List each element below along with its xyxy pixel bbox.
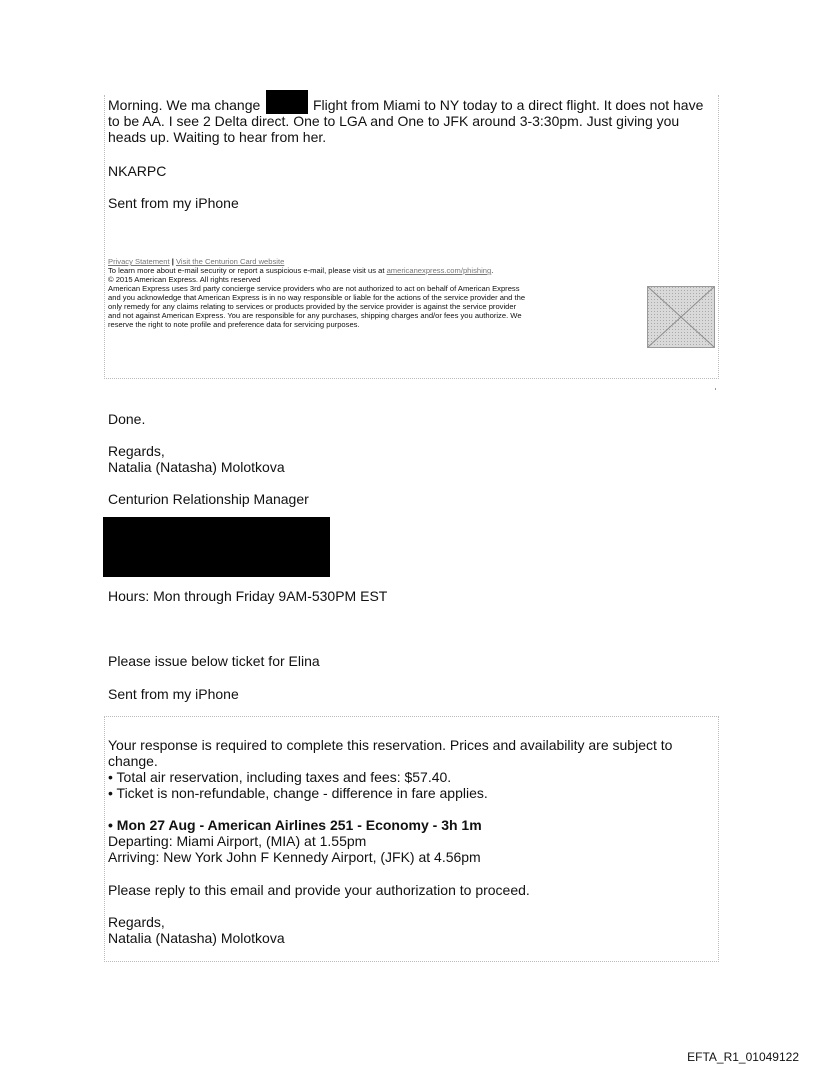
flight-heading: • Mon 27 Aug - American Airlines 251 - Economy - 3h 1m xyxy=(108,817,482,833)
email2-done: Done. xyxy=(108,411,146,427)
privacy-statement-link[interactable]: Privacy Statement xyxy=(108,257,170,266)
disclaimer-legal-5: reserve the right to note profile and preference data for servicing purposes. xyxy=(108,320,360,329)
disclaimer-copyright: © 2015 American Express. All rights reserved xyxy=(108,275,261,284)
email1-line2: to be AA. I see 2 Delta direct. One to LGA and One to JFK around 3-3:30pm. Just giving you xyxy=(108,113,680,129)
email1-line1-start: Morning. We ma change xyxy=(108,97,261,113)
phishing-link[interactable]: americanexpress.com/phishing xyxy=(386,266,492,275)
document-id: EFTA_R1_01049122 xyxy=(687,1050,799,1064)
flight-departing: Departing: Miami Airport, (MIA) at 1.55pm xyxy=(108,833,367,849)
security-text: To learn more about e-mail security or report a suspicious e-mail, please visit us at xyxy=(108,266,387,275)
email2-regards: Regards, xyxy=(108,443,165,459)
reservation-regards: Regards, xyxy=(108,914,165,930)
broken-image-placeholder xyxy=(647,286,715,348)
disclaimer-legal-2: and you acknowledge that American Express is in no way responsible or liable for the actions of the service provider and the xyxy=(108,293,526,302)
image-placeholder-icon xyxy=(648,287,714,347)
reservation-total: • Total air reservation, including taxes and fees: $57.40. xyxy=(108,769,452,785)
centurion-card-link[interactable]: Visit the Centurion Card website xyxy=(175,257,285,266)
email1-line1-end: Flight from Miami to NY today to a direct flight. It does not have xyxy=(313,97,704,113)
reservation-intro-2: change. xyxy=(108,753,158,769)
disclaimer-links xyxy=(108,257,284,266)
redaction-block xyxy=(266,90,308,114)
disclaimer-legal-1: American Express uses 3rd party concierge service providers who are not authorized to act on behalf of American Express xyxy=(108,284,520,293)
email3-request: Please issue below ticket for Elina xyxy=(108,653,320,669)
flight-arriving: Arriving: New York John F Kennedy Airport, (JFK) at 4.56pm xyxy=(108,849,481,865)
disclaimer-security xyxy=(108,266,493,275)
redaction-block xyxy=(103,517,330,577)
disclaimer-legal-3: only remedy for any claims relating to services or products provided by the service provider is against the service provider xyxy=(108,302,517,311)
link-separator: | xyxy=(169,257,176,266)
email2-hours: Hours: Mon through Friday 9AM-530PM EST xyxy=(108,588,388,604)
email1-signoff: NKARPC xyxy=(108,163,167,179)
stray-mark xyxy=(715,388,716,390)
reservation-intro-1: Your response is required to complete this reservation. Prices and availability are subject to xyxy=(108,737,673,753)
reservation-reply-request: Please reply to this email and provide your authorization to proceed. xyxy=(108,882,530,898)
reservation-refund-policy: • Ticket is non-refundable, change - difference in fare applies. xyxy=(108,785,488,801)
email3-sent-from: Sent from my iPhone xyxy=(108,686,239,702)
email2-title: Centurion Relationship Manager xyxy=(108,491,309,507)
email1-sent-from: Sent from my iPhone xyxy=(108,195,239,211)
reservation-signature: Natalia (Natasha) Molotkova xyxy=(108,930,285,946)
security-text-end: . xyxy=(491,266,494,275)
email1-line3: heads up. Waiting to hear from her. xyxy=(108,129,327,145)
disclaimer-legal-4: and not against American Express. You are responsible for any purchases, shipping charges and/or fees you authorize. We xyxy=(108,311,522,320)
email2-name: Natalia (Natasha) Molotkova xyxy=(108,459,285,475)
